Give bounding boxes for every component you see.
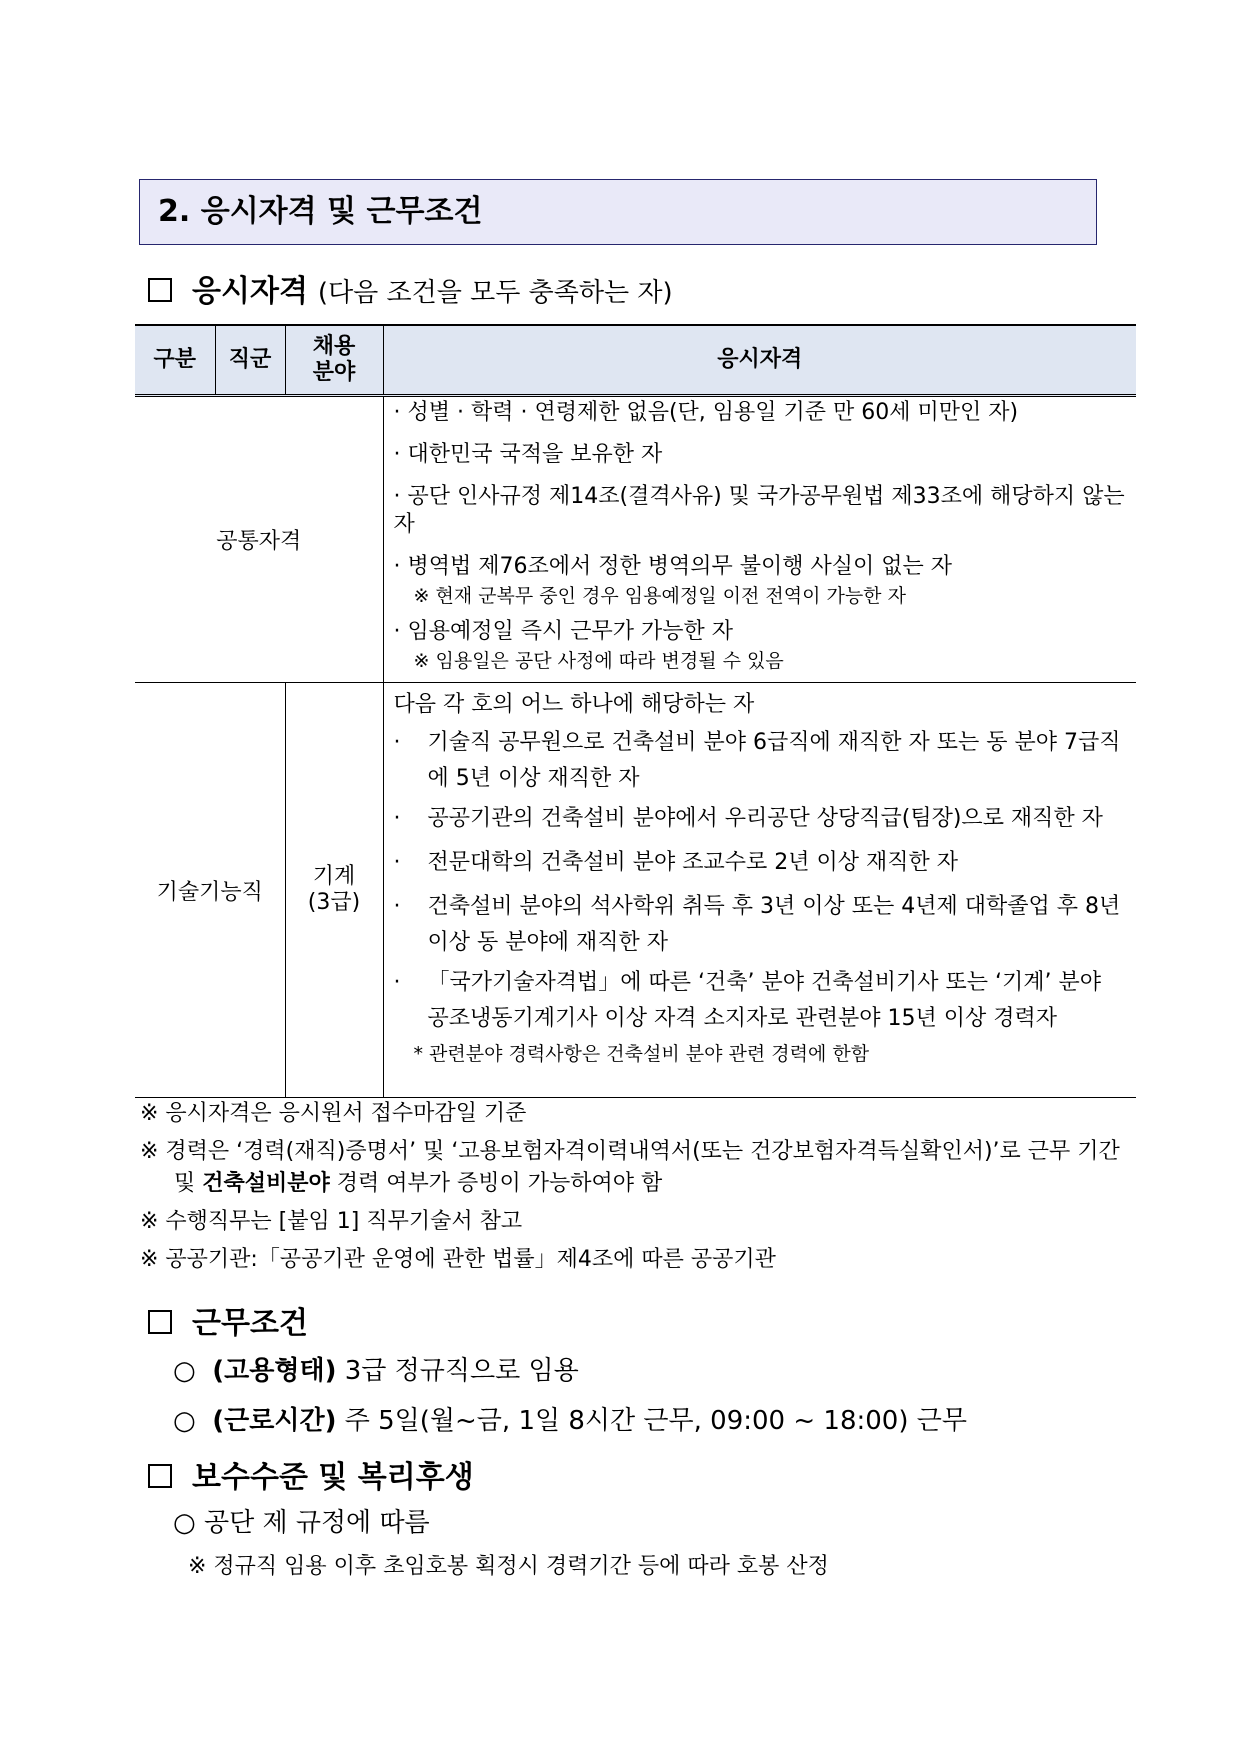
list-item: · 기술직 공무원으로 건축설비 분야 6급직에 재직한 자 또는 동 분야 7급직에 5년 이상 재직한 자 <box>393 730 1121 791</box>
note-deadline: ※ 응시자격은 응시원서 접수마감일 기준 <box>140 1101 527 1126</box>
table-row <box>135 396 1136 683</box>
work-employment-type: ○ (고용형태) 3급 정규직으로 임용 <box>173 1356 579 1386</box>
qualifications-heading-note: (다음 조건을 모두 충족하는 자) <box>317 278 673 308</box>
header-field: 채용 분야 <box>285 325 383 396</box>
list-item: · 성별 · 학력 · 연령제한 없음(단, 임용일 기준 만 60세 미만인 자) <box>393 400 1019 425</box>
work-hours: ○ (근로시간) 주 5일(월~금, 1일 8시간 근무, 09:00 ~ 18:00) 근무 <box>173 1406 967 1436</box>
header-job-group: 직군 <box>215 325 285 396</box>
qualifications-heading: 응시자격 (다음 조건을 모두 충족하는 자) <box>148 266 673 310</box>
pay-heading: 보수수준 및 복리후생 <box>148 1452 474 1496</box>
tech-lead: 다음 각 호의 어느 하나에 해당하는 자 <box>393 692 755 717</box>
list-item: · 공단 인사규정 제14조(결격사유) 및 국가공무원법 제33조에 해당하지 않는 자 <box>393 484 1125 537</box>
tech-footnote: * 관련분야 경력사항은 건축설비 분야 관련 경력에 한함 <box>413 1043 870 1065</box>
qualification-notes <box>140 1098 1130 1282</box>
checkbox-square-icon <box>148 1310 172 1334</box>
header-qualification: 응시자격 <box>383 325 1136 396</box>
note-text: ※ 임용일은 공단 사정에 따라 변경될 수 있음 <box>413 650 784 672</box>
note-text: ※ 현재 군복무 중인 경우 임용예정일 이전 전역이 가능한 자 <box>413 585 906 607</box>
pay-rule: ○ 공단 제 규정에 따름 <box>173 1508 430 1538</box>
list-item: · 건축설비 분야의 석사학위 취득 후 3년 이상 또는 4년제 대학졸업 후 8년 이상 동 분야에 재직한 자 <box>393 894 1121 955</box>
list-item: · 임용예정일 즉시 근무가 가능한 자 <box>393 619 734 644</box>
work-heading: 근무조건 <box>148 1298 308 1342</box>
checkbox-square-icon <box>148 1464 172 1488</box>
common-label: 공통자격 <box>135 396 383 683</box>
tech-field: 기계 (3급) <box>285 683 383 1098</box>
table-row <box>135 683 1136 1098</box>
list-item: · 대한민국 국적을 보유한 자 <box>393 442 663 467</box>
note-public-institution: ※ 공공기관:「공공기관 운영에 관한 법률」제4조에 따른 공공기관 <box>140 1247 776 1272</box>
note-job-description: ※ 수행직무는 [붙임 1] 직무기술서 참고 <box>140 1209 523 1234</box>
checkbox-square-icon <box>148 278 172 302</box>
section-title: 2. 응시자격 및 근무조건 <box>139 179 1097 245</box>
tech-group: 기술기능직 <box>135 683 285 1098</box>
tech-items <box>383 683 1136 1098</box>
pay-note: ※ 정규직 임용 이후 초임호봉 획정시 경력기간 등에 따라 호봉 산정 <box>188 1554 829 1579</box>
list-item: · 병역법 제76조에서 정한 병역의무 불이행 사실이 없는 자 <box>393 554 952 579</box>
table-header-row <box>135 325 1136 396</box>
list-item: · 「국가기술자격법」에 따른 ‘건축’ 분야 건축설비기사 또는 ‘기계’ 분야 공조냉동기계기사 이상 자격 소지자로 관련분야 15년 이상 경력자 <box>393 970 1101 1031</box>
qualifications-table <box>135 324 1136 1098</box>
note-career-proof: ※ 경력은 ‘경력(재직)증명서’ 및 ‘고용보험자격이력내역서(또는 건강보험자격득실확인서)’로 근무 기간 및 건축설비분야 경력 여부가 증빙이 가능하여야 함 <box>140 1139 1120 1196</box>
list-item: · 전문대학의 건축설비 분야 조교수로 2년 이상 재직한 자 <box>393 850 958 875</box>
list-item: · 공공기관의 건축설비 분야에서 우리공단 상당직급(팀장)으로 재직한 자 <box>393 806 1103 831</box>
header-category: 구분 <box>135 325 215 396</box>
common-items <box>383 396 1136 683</box>
